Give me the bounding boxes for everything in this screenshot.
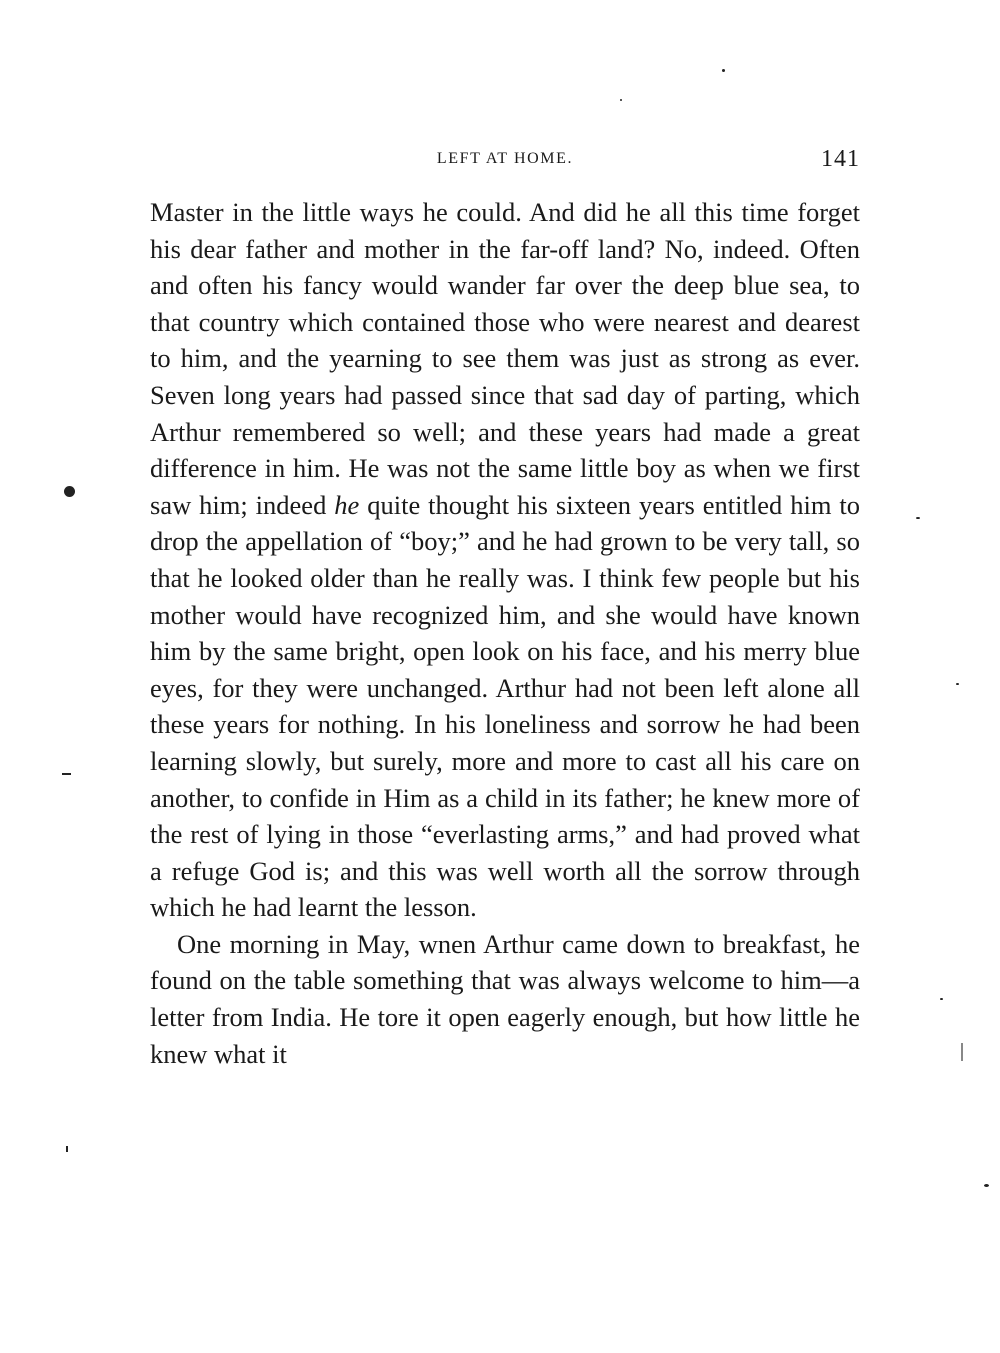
scan-speck [62, 773, 71, 775]
scan-speck [64, 486, 75, 497]
scan-speck [940, 998, 943, 1000]
paragraph-2: One morning in May, wnen Arthur came down to breakfast, he found on the table something that was always welcome to him—a letter from India. He tore it open eagerly enough, but how little he knew what it [150, 928, 860, 1069]
paragraph-1-text-a: Master in the little ways he could. And did he all this time forget his dear father and mother in the far-off land? No, indeed. Often and often his fancy would wander far over the deep blue sea, to that country which contained those who were nearest and dearest to him, and the yearning to see them was just as strong as ever. Seven long years had passed since that sad day of parting, which Arthur remembered so well; and these years had made a great difference in him. He was not the same little boy as when we first saw him; indeed [150, 197, 860, 520]
page-header [150, 146, 860, 176]
scan-speck [956, 683, 959, 685]
scan-speck [916, 517, 920, 519]
paragraph-1 [150, 194, 860, 926]
body-text [150, 194, 860, 1072]
running-title: LEFT AT HOME. [436, 150, 574, 167]
scan-speck [961, 1043, 963, 1061]
scan-speck [984, 1184, 989, 1187]
scan-speck [66, 1146, 68, 1152]
scan-speck [620, 99, 622, 101]
paragraph-1-emphasis: he [334, 489, 360, 520]
page-number: 141 [821, 146, 860, 172]
paragraph-1-text-b: quite thought his sixteen years entitled him to drop the appellation of “boy;” and he had grown to be very tall, so that he looked older than he really was. I think few people but his mother would have recognized him, and she would have known him by the same bright, open look on his face, and his merry blue eyes, for they were unchanged. Arthur had not been left alone all these years for nothing. In his loneliness and sorrow he had been learning slowly, but surely, more and more to cast all his care on another, to confide in Him as a child in its father; he knew more of the rest of lying in those “everlasting arms,” and had proved what a refuge God is; and this was well worth all the sorrow through which he had learnt the lesson. [150, 489, 860, 923]
scan-speck [722, 69, 725, 72]
